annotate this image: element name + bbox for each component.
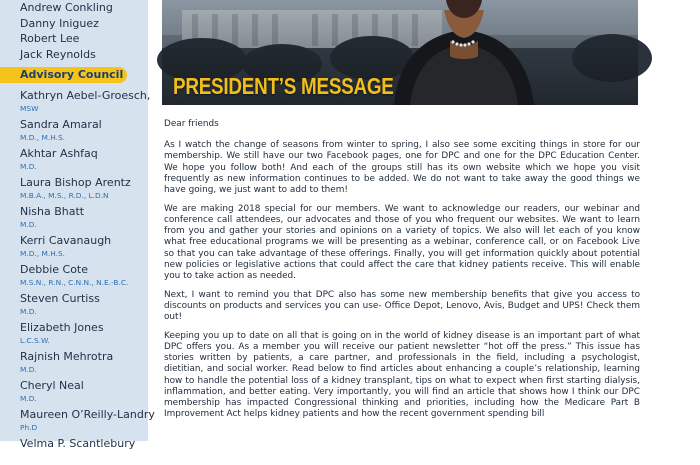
- council-member: [20, 349, 155, 378]
- board-member-name: Andrew Conkling: [20, 1, 113, 14]
- council-member-credentials: M.D.: [20, 307, 37, 316]
- council-member-name: Rajnish Mehrotra: [20, 350, 114, 363]
- council-member: [20, 320, 155, 349]
- council-member: [20, 436, 155, 465]
- council-member-name: Kathryn Aebel-Groesch,: [20, 89, 151, 102]
- board-member-list: [20, 0, 113, 62]
- council-member-name: Laura Bishop Arentz: [20, 176, 131, 189]
- council-member: [20, 407, 155, 436]
- council-member-credentials: M.D.: [20, 365, 37, 374]
- council-member-credentials: M.D.: [20, 220, 37, 229]
- council-member-credentials: M.D.: [20, 394, 37, 403]
- council-member: [20, 262, 155, 291]
- council-member: [20, 175, 155, 204]
- council-member-name: Velma P. Scantlebury: [20, 437, 136, 450]
- council-member: [20, 88, 155, 117]
- council-member: [20, 117, 155, 146]
- letter-greeting: Dear friends: [164, 119, 219, 129]
- sidebar: [0, 0, 155, 450]
- council-member-name: Nisha Bhatt: [20, 205, 85, 218]
- council-member-name: Akhtar Ashfaq: [20, 147, 98, 160]
- advisory-council-title: Advisory Council: [20, 68, 124, 81]
- council-member-name: Cheryl Neal: [20, 379, 84, 392]
- council-member-credentials: Ph.D: [20, 423, 38, 432]
- council-member-name: Sandra Amaral: [20, 118, 102, 131]
- council-member-name: Kerri Cavanaugh: [20, 234, 112, 247]
- council-member: [20, 291, 155, 320]
- council-member: [20, 146, 155, 175]
- letter-paragraph: Keeping you up to date on all that is going on in the world of kidney disease is an important part of what DPC offers you. As a member you will receive our patient newsletter “hot off the press.” This issue has stories written by patients, a care partner, and professionals in the field, including a psychologist, dietitian, and social worker. Read below to find articles about enhancing a couple’s relationship, learning how to handle the potential loss of a kidney transplant, tips on what to expect when first starting dialysis, inflammation, and better eating. Very importantly, you will find an article that shows how I think our DPC membership has impacted Congressional thinking and priorities, including how the Medicare Part B Improvement Act helps kidney patients and how the recent government spending bill: [164, 330, 640, 420]
- council-member-name: Debbie Cote: [20, 263, 89, 276]
- council-member-credentials: M.D.: [20, 162, 37, 171]
- council-member-name: Steven Curtiss: [20, 292, 100, 305]
- council-member-name: Elizabeth Jones: [20, 321, 104, 334]
- letter-paragraph: Next, I want to remind you that DPC also has some new membership benefits that give you access to discounts on products and services you can use- Office Depot, Lenovo, Avis, Budget and UPS! Check them out!: [164, 289, 640, 323]
- council-member: [20, 378, 155, 407]
- council-member-name: Maureen O’Reilly-Landry: [20, 408, 155, 421]
- council-member-credentials: MSW: [20, 104, 39, 113]
- council-member: [20, 233, 155, 262]
- advisory-council-list: [20, 88, 155, 465]
- board-member-name: Jack Reynolds: [20, 47, 96, 61]
- president-banner-photo: [162, 0, 638, 105]
- council-member-credentials: M.B.A., M.S., R.D., L.D.N: [20, 191, 109, 200]
- board-member-name: Robert Lee: [20, 32, 80, 45]
- president-letter: [164, 119, 640, 428]
- letter-paragraph: We are making 2018 special for our members. We want to acknowledge our readers, our webinar and conference call attendees, our advocates and those of you who frequent our websites. We want to learn from you and gather your stories and opinions on a variety of topics. We also will let each of you know what free educational programs we will be presenting as a webinar, conference call, or on Facebook Live so that you can take advantage of these offerings. Finally, you will get information quickly about potential new policies or legislative actions that could affect the care that kidney patients receive. This will enable you to take action as needed.: [164, 203, 640, 281]
- council-member-credentials: M.S.N., R.N., C.N.N., N.E.-B.C.: [20, 278, 129, 287]
- board-member-name: Danny Iniguez: [20, 16, 99, 30]
- letter-paragraph: As I watch the change of seasons from winter to spring, I also see some exciting things in store for our membership. We still have our two Facebook pages, one for DPC and one for the DPC Education Center. We hope you follow both! And each of the groups still has its own website which we hope you visit frequently as new information continues to be added. We do not want to take away the good things we have going, we just want to add to them!: [164, 140, 640, 196]
- council-member-credentials: L.C.S.W.: [20, 336, 50, 345]
- council-member-credentials: M.D., M.H.S.: [20, 133, 66, 142]
- council-member-credentials: M.D., M.H.S.: [20, 249, 66, 258]
- banner-title: PRESIDENT’S MESSAGE: [173, 73, 394, 99]
- council-member: [20, 204, 155, 233]
